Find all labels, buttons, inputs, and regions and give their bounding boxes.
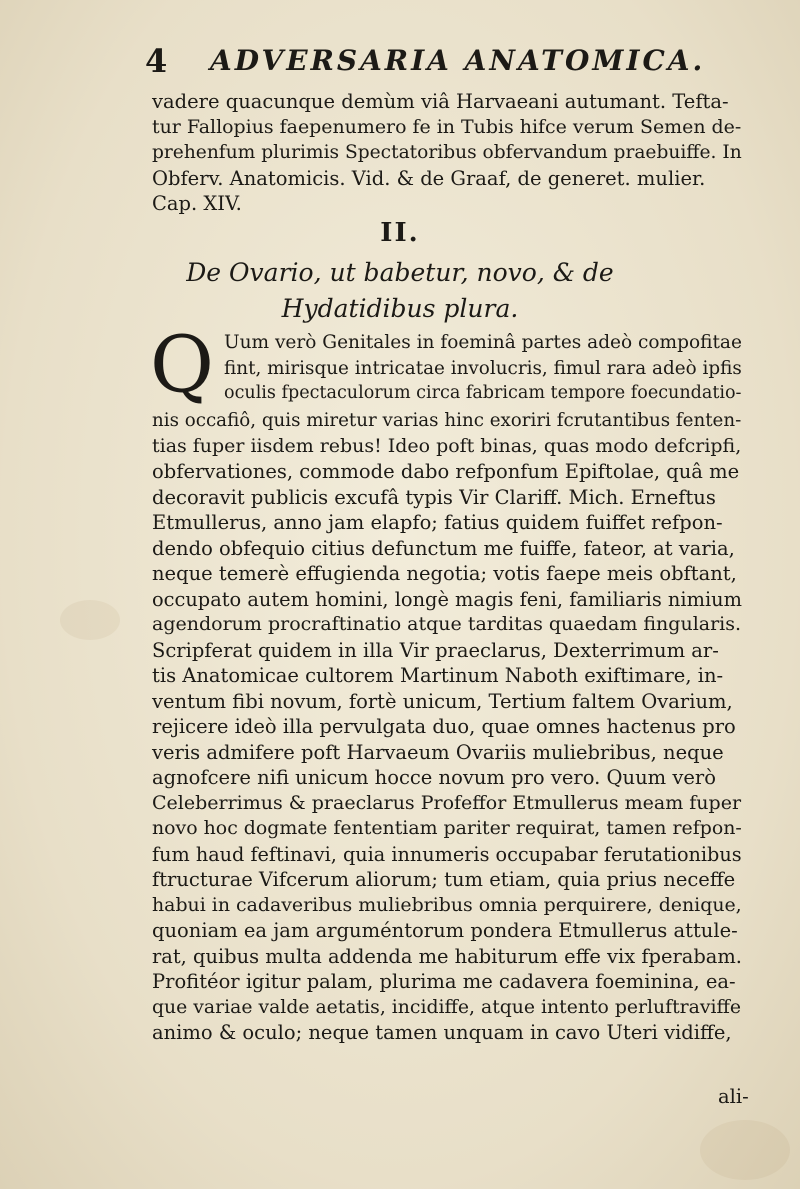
section-title [0, 255, 800, 327]
text-line: Celeberrimus & praeclarus Profeffor Etmullerus meam fuper [152, 791, 742, 814]
running-head: ADVERSARIA ANATOMICA. [210, 44, 706, 77]
text-line: occupato autem homini, longè magis feni, familiaris nimium [152, 587, 742, 611]
text-line: tias fuper iisdem rebus! Ideo poft binas, quas modo defcripfi, [152, 434, 742, 457]
text-line: agendorum procraftinatio atque tarditas quaedam fingularis. [152, 613, 742, 635]
text-line: decoravit publicis excufâ typis Vir Clariff. Mich. Erneftus [152, 485, 716, 509]
text-line: Scripferat quidem in illa Vir praeclarus, Dexterrimum ar- [152, 638, 719, 662]
text-line: tis Anatomicae cultorem Martinum Naboth exiftimare, in- [152, 664, 724, 687]
text-line: Cap. XIV. [152, 192, 242, 215]
section-number: II. [380, 218, 420, 248]
text-line: prehenfum plurimis Spectatoribus obfervandum praebuiffe. In [152, 142, 742, 163]
text-line: Obferv. Anatomicis. Vid. & de Graaf, de generet. mulier. [152, 166, 706, 190]
page-header [100, 38, 740, 82]
drop-cap: Q [150, 320, 214, 410]
text-line: que variae valde aetatis, incidiffe, atque intento perluftraviffe [152, 996, 742, 1018]
section-title-line: De Ovario, ut babetur, novo, & de [186, 258, 614, 287]
text-line: agnofcere nifi unicum hocce novum pro vero. Quum verò [152, 766, 716, 789]
text-line: animo & oculo; neque tamen unquam in cavo Uteri vidiffe, [152, 1021, 732, 1044]
text-line: quoniam ea jam arguméntorum pondera Etmullerus attule- [152, 919, 738, 942]
text-line: Uum verò Genitales in foeminâ partes adeò compofitae [224, 332, 742, 353]
text-line: Profitéor igitur palam, plurima me cadavera foeminina, ea- [152, 970, 736, 993]
section-title-line: Hydatidibus plura. [281, 294, 519, 323]
text-line: fum haud feftinavi, quia innumeris occupabar ferutationibus [152, 842, 742, 866]
paper-stain [700, 1120, 790, 1180]
paragraph-2-opening [152, 330, 742, 407]
text-line: rat, quibus multa addenda me habiturum effe vix fperabam. [152, 944, 742, 968]
catchword: ali- [718, 1085, 749, 1108]
text-line: novo hoc dogmate fententiam pariter requirat, tamen refpon- [152, 817, 742, 839]
text-line: vadere quacunque demùm viâ Harvaeani autumant. Tefta- [152, 90, 729, 113]
text-line: nis occafiô, quis miretur varias hinc exoriri fcrutantibus fenten- [152, 410, 742, 431]
paragraph-2-body [152, 408, 742, 1046]
text-line: ventum fibi novum, fortè unicum, Tertium faltem Ovarium, [152, 689, 733, 713]
text-line: rejicere ideò illa pervulgata duo, quae omnes hactenus pro [152, 715, 736, 738]
text-line: ftructurae Vifcerum aliorum; tum etiam, quia prius neceffe [152, 868, 736, 891]
paragraph-1 [152, 89, 742, 217]
text-line: veris admifere poft Harvaeum Ovariis muliebribus, neque [152, 740, 724, 764]
text-line: fint, mirisque intricatae involucris, fimul rara adeò ipfis [224, 357, 742, 379]
page-number: 4 [145, 42, 168, 80]
text-line: obfervationes, commode dabo refponfum Epiftolae, quâ me [152, 460, 740, 483]
text-line: Etmullerus, anno jam elapfo; fatius quidem fuiffet refpon- [152, 511, 723, 534]
paper-stain [60, 600, 120, 640]
text-line: dendo obfequio citius defunctum me fuiffe, fateor, at varia, [152, 536, 735, 560]
text-line: tur Fallopius faepenumero fe in Tubis hifce verum Semen de- [152, 115, 742, 138]
text-line: habui in cadaveribus muliebribus omnia perquirere, denique, [152, 893, 742, 916]
text-line: oculis fpectaculorum circa fabricam tempore foecundatio- [224, 383, 742, 403]
text-line: neque temerè effugienda negotia; votis faepe meis obftant, [152, 562, 737, 585]
